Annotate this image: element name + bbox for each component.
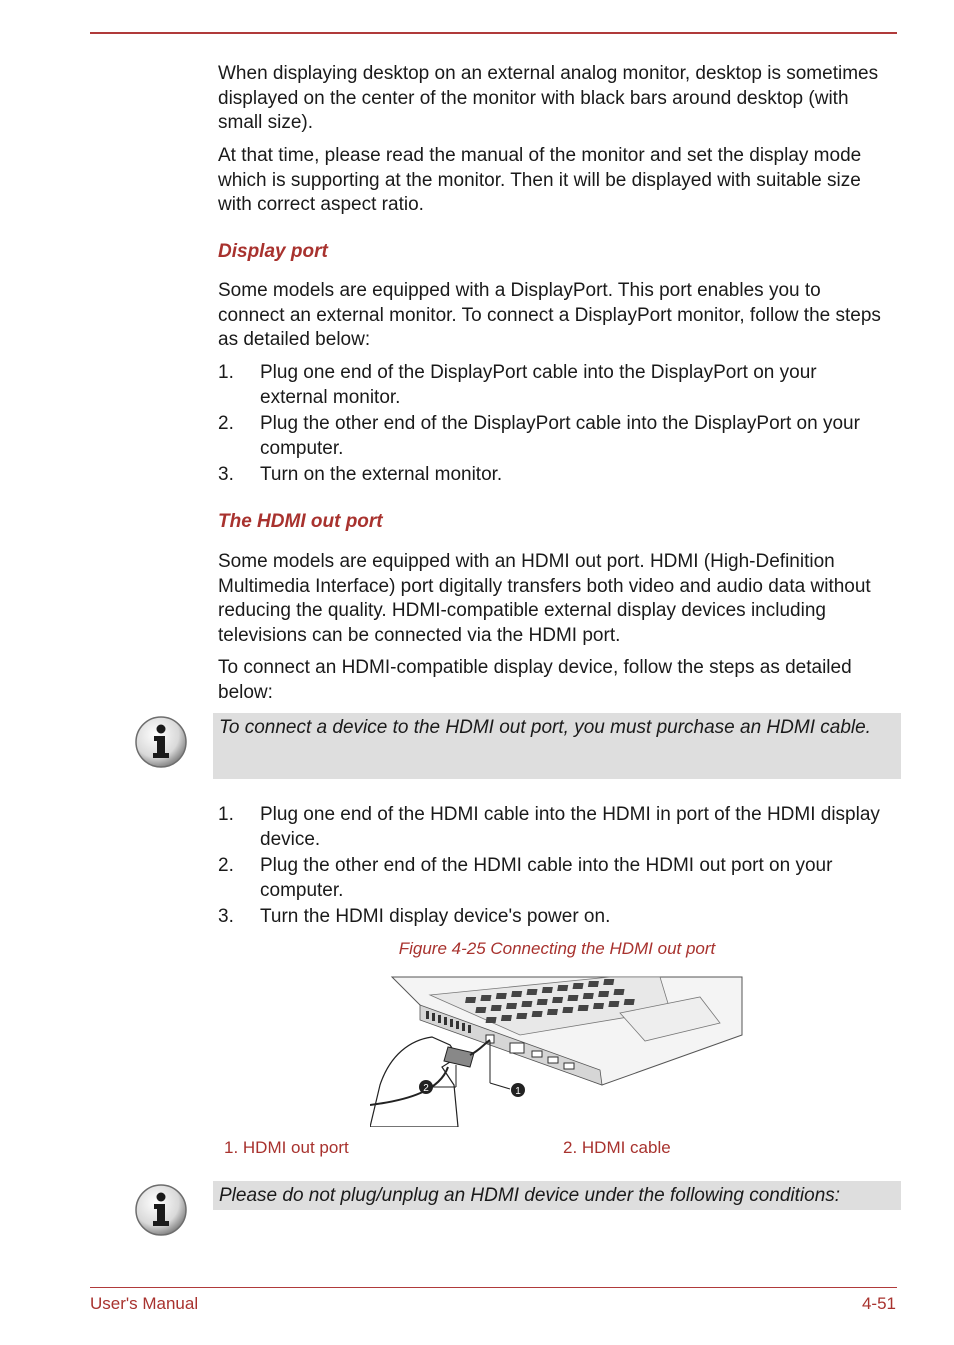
list-number: 3.	[218, 906, 234, 927]
list-item	[218, 854, 888, 903]
footer-left-text: User's Manual	[90, 1294, 199, 1313]
header-rule	[90, 32, 897, 34]
note-text: Please do not plug/unplug an HDMI device under the following conditions:	[219, 1185, 841, 1206]
list-text: Plug the other end of the HDMI cable into the HDMI out port on your computer.	[260, 855, 833, 901]
footer-rule	[90, 1287, 897, 1288]
list-number: 1.	[218, 362, 234, 383]
paragraph-hdmi-steps-intro	[218, 656, 888, 705]
list-text: Turn the HDMI display device's power on.	[260, 906, 611, 927]
body-text: When displaying desktop on an external analog monitor, desktop is sometimes displayed on the center of the monitor with black bars around desktop (with small size).	[218, 63, 879, 133]
body-text: Some models are equipped with an HDMI out port. HDMI (High-Definition Multimedia Interface) port digitally transfers both video and audio data without reducing the quality. HDMI-compatible external display devices including televisions can be connected via the HDMI port.	[218, 551, 871, 646]
list-number: 2.	[218, 855, 234, 876]
list-text: Plug one end of the HDMI cable into the HDMI in port of the HDMI display device.	[260, 804, 880, 850]
heading-text: Display port	[218, 241, 328, 262]
heading-text: The HDMI out port	[218, 511, 383, 532]
list-number: 2.	[218, 413, 234, 434]
legend-hdmi-out-port	[224, 1138, 349, 1158]
section-heading-hdmi	[218, 511, 888, 533]
list-text: Plug one end of the DisplayPort cable into the DisplayPort on your external monitor.	[260, 362, 817, 408]
list-item	[218, 905, 888, 930]
callout-2-label: 2	[423, 1083, 429, 1094]
page-number	[862, 1294, 896, 1314]
note-box	[213, 713, 901, 779]
list-text: Plug the other end of the DisplayPort cable into the DisplayPort on your computer.	[260, 413, 860, 459]
page-number-text: 4-51	[861, 1294, 896, 1313]
paragraph-hdmi-intro	[218, 550, 888, 648]
list-item	[218, 463, 888, 488]
body-text: To connect an HDMI-compatible display device, follow the steps as detailed below:	[218, 657, 852, 703]
info-icon	[134, 715, 188, 769]
list-item	[218, 803, 888, 852]
hdmi-figure	[370, 975, 744, 1127]
callout-1-label: 1	[515, 1086, 521, 1097]
list-text: Turn on the external monitor.	[260, 464, 503, 485]
body-text: At that time, please read the manual of the monitor and set the display mode which is supporting at the monitor. Then it will be displayed with suitable size with correct aspect ratio.	[218, 145, 862, 215]
footer-title	[90, 1294, 198, 1314]
legend-text: 2. HDMI cable	[563, 1138, 671, 1157]
body-text: Some models are equipped with a DisplayPort. This port enables you to connect an external monitor. To connect a DisplayPort monitor, follow the steps as detailed below:	[218, 280, 881, 350]
list-number: 3.	[218, 464, 234, 485]
section-heading-display-port	[218, 241, 888, 263]
list-item	[218, 412, 888, 461]
paragraph-analog-monitor	[218, 62, 888, 136]
caption-text: Figure 4-25 Connecting the HDMI out port	[398, 939, 716, 958]
legend-hdmi-cable	[563, 1138, 671, 1158]
paragraph-display-port-intro	[218, 279, 888, 353]
list-item	[218, 361, 888, 410]
note-text: To connect a device to the HDMI out port, you must purchase an HDMI cable.	[219, 717, 871, 738]
list-number: 1.	[218, 804, 234, 825]
note-box	[213, 1181, 901, 1210]
legend-text: 1. HDMI out port	[224, 1138, 349, 1157]
figure-caption	[0, 939, 954, 959]
paragraph-aspect-ratio	[218, 144, 888, 218]
info-icon	[134, 1183, 188, 1237]
